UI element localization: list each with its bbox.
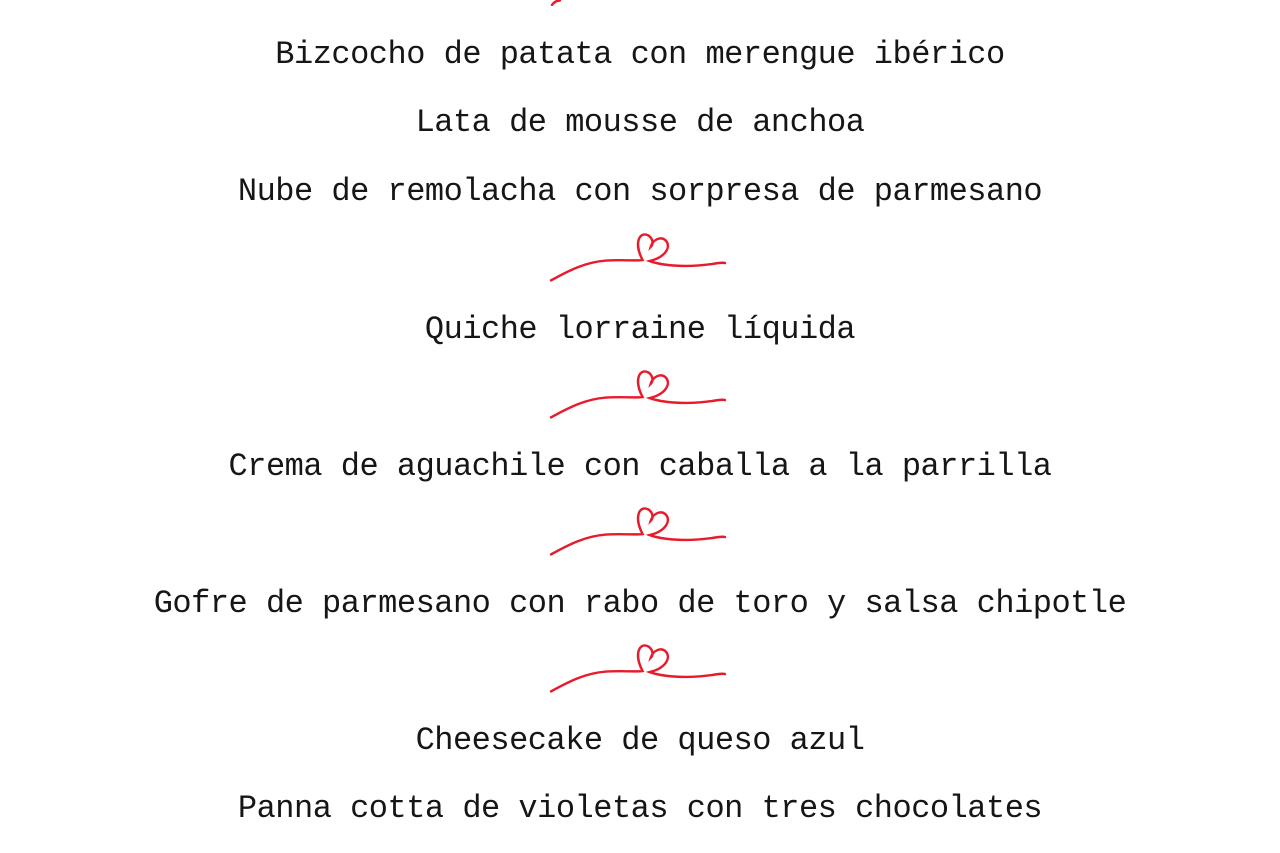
heart-flourish-divider-icon: [549, 504, 727, 560]
heart-flourish-tail-icon: [545, 0, 565, 6]
menu-item: Panna cotta de violetas con tres chocolates: [237, 790, 1043, 827]
menu-item: Cheesecake de queso azul: [415, 722, 865, 759]
menu-item: Quiche lorraine líquida: [424, 311, 856, 348]
heart-flourish-divider-icon: [549, 367, 727, 423]
menu-item: Bizcocho de patata con merengue ibérico: [275, 36, 1005, 73]
heart-flourish-divider-icon: [549, 230, 727, 286]
menu-item: Nube de remolacha con sorpresa de parmesano: [237, 173, 1043, 210]
menu-item: Gofre de parmesano con rabo de toro y salsa chipotle: [153, 585, 1127, 622]
menu-item: Lata de mousse de anchoa: [415, 104, 865, 141]
heart-flourish-divider-icon: [549, 641, 727, 697]
menu-item: Crema de aguachile con caballa a la parrilla: [228, 448, 1052, 485]
